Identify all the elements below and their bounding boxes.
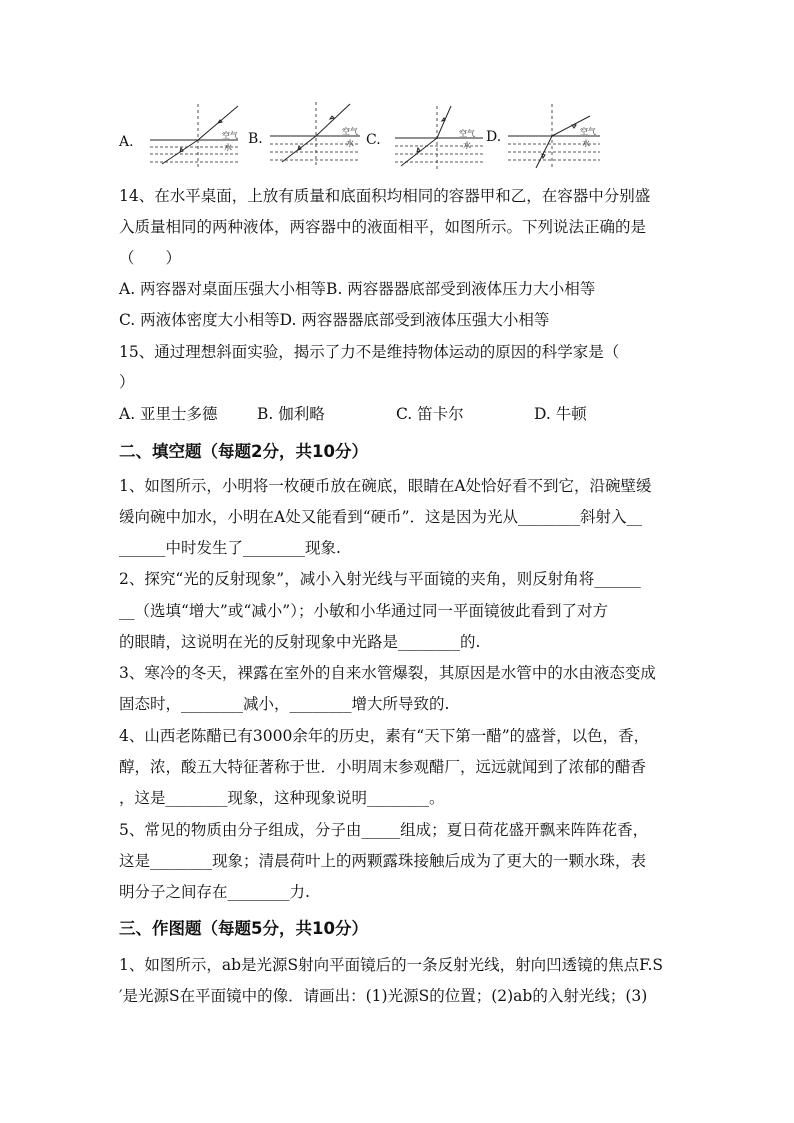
water-label-d: 水 [582, 139, 590, 148]
figure-label-d: D. [486, 129, 502, 145]
air-label-b: 空气 [342, 127, 358, 136]
figure-label-c: C. [366, 132, 381, 148]
q14-stem-line-2: 入质量相同的两种液体，两容器中的液面相平，如图所示。下列说法正确的是 [119, 218, 647, 236]
figure-label-b: B. [248, 131, 263, 147]
q15-option-d: D. 牛顿 [534, 405, 587, 423]
figure-label-a: A. [119, 134, 134, 150]
section-3-line: ′是光源S在平面镜中的像．请画出：(1)光源S的位置；(2)ab的入射光线；(3) [119, 987, 648, 1005]
water-label-b: 水 [346, 139, 354, 148]
q15-stem-line-2: ） [119, 373, 135, 391]
section-3-title: 三、作图题（每题5分，共10分） [119, 919, 368, 938]
section-2-line: 这是________现象；清晨荷叶上的两颗露珠接触后成为了更大的一颗水珠，表 [119, 852, 647, 870]
refraction-diagram-c [395, 104, 495, 174]
water-label-a: 水 [224, 143, 232, 152]
section-2-line: ______中时发生了________现象. [119, 539, 341, 557]
water-label-c: 水 [463, 141, 471, 150]
section-2-line: 2、探究“光的反射现象”，减小入射光线与平面镜的夹角，则反射角将______ [119, 570, 641, 588]
q14-options-cd: C. 两液体密度大小相等D. 两容器器底部受到液体压强大小相等 [119, 311, 550, 329]
section-3-line: 1、如图所示，ab是光源S射向平面镜后的一条反射光线，射向凹透镜的焦点F.S [119, 956, 664, 974]
q15-option-a: A. 亚里士多德 [119, 405, 218, 423]
q15-option-c: C. 笛卡尔 [396, 405, 464, 423]
section-2-line: 5、常见的物质由分子组成，分子由_____组成；夏日荷花盛开飘来阵阵花香， [119, 821, 649, 839]
q15-option-b: B. 伽利略 [257, 405, 325, 423]
air-label-d: 空气 [580, 127, 596, 136]
section-2-line: 缓向碗中加水，小明在A处又能看到“硬币”．这是因为光从________斜射入__ [119, 508, 643, 526]
section-2-line: 醇，浓，酸五大特征著称于世．小明周末参观醋厂，远远就闻到了浓郁的醋香 [119, 758, 647, 776]
section-2-line: 1、如图所示，小明将一枚硬币放在碗底，眼睛在A处恰好看不到它，沿碗壁缓 [119, 477, 652, 495]
air-label-c: 空气 [459, 129, 475, 138]
q14-options-ab: A. 两容器对桌面压强大小相等B. 两容器器底部受到液体压力大小相等 [119, 280, 596, 298]
q14-stem-line-1: 14、在水平桌面，上放有质量和底面积均相同的容器甲和乙，在容器中分别盛 [119, 187, 651, 205]
section-2-line: 固态时，________减小，________增大所导致的. [119, 695, 450, 713]
q14-answer-bracket: （ ） [119, 249, 182, 267]
refraction-diagram-b [270, 100, 370, 170]
section-2-line: 4、山西老陈醋已有3000余年的历史，素有“天下第一醋”的盛誉，以色，香， [119, 727, 650, 745]
section-2-title: 二、填空题（每题2分，共10分） [119, 442, 368, 461]
section-2-line: ，这是________现象，这种现象说明________。 [119, 789, 445, 807]
q15-stem-line-1: 15、通过理想斜面实验，揭示了力不是维持物体运动的原因的科学家是（ [119, 343, 620, 361]
section-2-line: 明分子之间存在________力. [119, 883, 310, 901]
refraction-diagram-a [150, 102, 250, 172]
section-2-line: 的眼睛，这说明在光的反射现象中光路是________的. [119, 633, 481, 651]
refraction-diagram-d [508, 102, 608, 172]
air-label-a: 空气 [222, 131, 238, 140]
section-2-line: __（选填“增大”或“减小”）；小敏和小华通过同一平面镜彼此看到了对方 [119, 602, 608, 620]
section-2-line: 3、寒冷的冬天，裸露在室外的自来水管爆裂，其原因是水管中的水由液态变成 [119, 664, 656, 682]
